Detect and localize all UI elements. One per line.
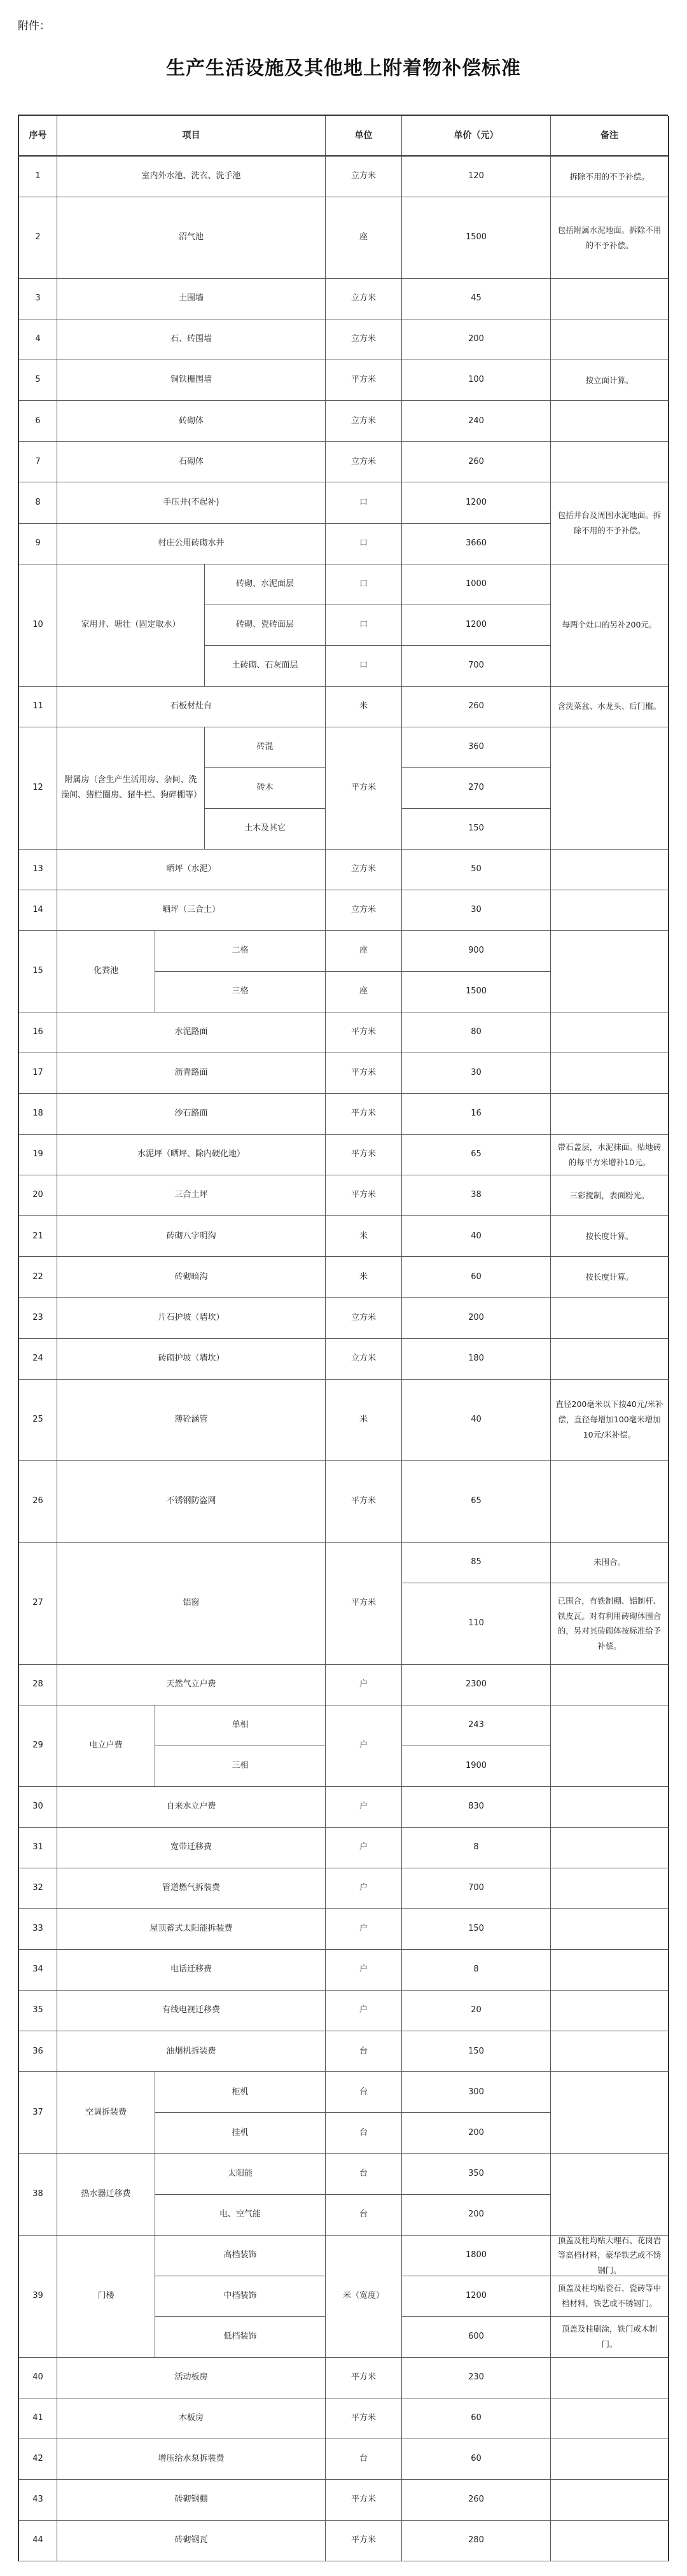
row-unit: 台 bbox=[326, 2072, 402, 2113]
row-no: 31 bbox=[19, 1828, 57, 1868]
row-note bbox=[551, 850, 669, 890]
row-item: 门楼 bbox=[57, 2236, 155, 2358]
row-subitem: 砖砌、水泥面层 bbox=[205, 564, 326, 605]
row-unit: 平方米 bbox=[326, 2480, 402, 2521]
row-price: 200 bbox=[402, 1298, 551, 1338]
row-no: 40 bbox=[19, 2358, 57, 2398]
row-unit: 口 bbox=[326, 646, 402, 687]
row-price: 85 bbox=[402, 1543, 551, 1583]
row-note bbox=[551, 1950, 669, 1991]
row-subitem: 三相 bbox=[155, 1746, 326, 1787]
row-price: 260 bbox=[402, 2480, 551, 2521]
row-subitem: 砖混 bbox=[205, 727, 326, 768]
row-no: 22 bbox=[19, 1257, 57, 1298]
row-note: 顶盖及柱刷涂，铁门或木制门。 bbox=[551, 2317, 669, 2358]
row-price: 830 bbox=[402, 1787, 551, 1828]
row-no: 43 bbox=[19, 2480, 57, 2521]
row-note bbox=[551, 1868, 669, 1909]
row-price: 200 bbox=[402, 2195, 551, 2236]
row-price: 30 bbox=[402, 890, 551, 931]
row-note: 按立面计算。 bbox=[551, 360, 669, 401]
row-unit: 座 bbox=[326, 931, 402, 972]
row-item: 片石护坡（墙坎） bbox=[57, 1298, 326, 1338]
row-note bbox=[551, 1787, 669, 1828]
row-note bbox=[551, 2439, 669, 2480]
row-note bbox=[551, 1461, 669, 1543]
row-subitem: 电、空气能 bbox=[155, 2195, 326, 2236]
row-price: 60 bbox=[402, 2439, 551, 2480]
row-price: 240 bbox=[402, 401, 551, 442]
row-no: 7 bbox=[19, 442, 57, 482]
row-item: 铜铁栅围墙 bbox=[57, 360, 326, 401]
row-no: 5 bbox=[19, 360, 57, 401]
row-unit: 户 bbox=[326, 1665, 402, 1705]
row-subitem: 土砖砌、石灰面层 bbox=[205, 646, 326, 687]
row-no: 1 bbox=[19, 157, 57, 197]
row-unit: 台 bbox=[326, 2031, 402, 2072]
row-no: 19 bbox=[19, 1135, 57, 1175]
row-unit: 米 bbox=[326, 1216, 402, 1257]
header-item: 项目 bbox=[57, 116, 326, 157]
row-price: 1200 bbox=[402, 605, 551, 646]
row-unit: 平方米 bbox=[326, 1094, 402, 1135]
row-item: 砖砌护坡（墙坎） bbox=[57, 1339, 326, 1380]
row-note bbox=[551, 2072, 669, 2153]
row-price: 3660 bbox=[402, 524, 551, 564]
row-note bbox=[551, 1094, 669, 1135]
row-price: 230 bbox=[402, 2358, 551, 2398]
row-item: 水泥路面 bbox=[57, 1012, 326, 1053]
row-no: 10 bbox=[19, 564, 57, 687]
row-subitem: 中档装饰 bbox=[155, 2276, 326, 2317]
row-item: 三合土坪 bbox=[57, 1175, 326, 1216]
row-no: 4 bbox=[19, 319, 57, 360]
row-item: 天然气立户费 bbox=[57, 1665, 326, 1705]
row-note: 拆除不用的不予补偿。 bbox=[551, 157, 669, 197]
row-no: 14 bbox=[19, 890, 57, 931]
row-unit: 平方米 bbox=[326, 360, 402, 401]
row-item: 晒坪（水泥） bbox=[57, 850, 326, 890]
row-no: 36 bbox=[19, 2031, 57, 2072]
row-no: 44 bbox=[19, 2521, 57, 2561]
header-note: 备注 bbox=[551, 116, 669, 157]
row-unit: 口 bbox=[326, 524, 402, 564]
row-item: 电话迁移费 bbox=[57, 1950, 326, 1991]
row-subitem: 砖砌、瓷砖面层 bbox=[205, 605, 326, 646]
row-subitem: 挂机 bbox=[155, 2113, 326, 2153]
row-no: 26 bbox=[19, 1461, 57, 1543]
row-item: 热水器迁移费 bbox=[57, 2154, 155, 2236]
row-note bbox=[551, 1909, 669, 1950]
row-unit: 座 bbox=[326, 197, 402, 279]
row-unit: 口 bbox=[326, 605, 402, 646]
row-note: 包括附属水泥地面。拆除不用的不予补偿。 bbox=[551, 197, 669, 279]
row-subitem: 三格 bbox=[155, 972, 326, 1012]
row-price: 100 bbox=[402, 360, 551, 401]
row-price: 280 bbox=[402, 2521, 551, 2561]
row-note: 含洗菜盆、水龙头、后门槛。 bbox=[551, 687, 669, 727]
row-no: 11 bbox=[19, 687, 57, 727]
row-no: 41 bbox=[19, 2398, 57, 2439]
row-unit: 平方米 bbox=[326, 1053, 402, 1094]
header-no: 序号 bbox=[19, 116, 57, 157]
row-no: 18 bbox=[19, 1094, 57, 1135]
row-item: 砖砌八字明沟 bbox=[57, 1216, 326, 1257]
row-price: 8 bbox=[402, 1950, 551, 1991]
row-unit: 平方米 bbox=[326, 1461, 402, 1543]
row-no: 42 bbox=[19, 2439, 57, 2480]
row-note bbox=[551, 319, 669, 360]
row-unit: 平方米 bbox=[326, 1543, 402, 1665]
row-subitem: 柜机 bbox=[155, 2072, 326, 2113]
row-no: 33 bbox=[19, 1909, 57, 1950]
row-note bbox=[551, 1991, 669, 2031]
row-no: 24 bbox=[19, 1339, 57, 1380]
row-price: 1000 bbox=[402, 564, 551, 605]
row-price: 110 bbox=[402, 1583, 551, 1665]
row-note bbox=[551, 890, 669, 931]
row-item: 村庄公用砖砌水井 bbox=[57, 524, 326, 564]
row-note bbox=[551, 1705, 669, 1787]
row-unit: 立方米 bbox=[326, 442, 402, 482]
row-unit: 立方米 bbox=[326, 1339, 402, 1380]
row-price: 45 bbox=[402, 279, 551, 319]
row-unit: 台 bbox=[326, 2113, 402, 2153]
row-unit: 户 bbox=[326, 1828, 402, 1868]
row-item: 家用井、塘壮（固定取水） bbox=[57, 564, 205, 687]
row-unit: 米 bbox=[326, 687, 402, 727]
row-note: 三彩搅制，表面粉光。 bbox=[551, 1175, 669, 1216]
row-item: 不锈钢防盗网 bbox=[57, 1461, 326, 1543]
row-price: 60 bbox=[402, 2398, 551, 2439]
row-price: 8 bbox=[402, 1828, 551, 1868]
row-item: 砖砌暗沟 bbox=[57, 1257, 326, 1298]
row-no: 27 bbox=[19, 1543, 57, 1665]
row-price: 600 bbox=[402, 2317, 551, 2358]
row-price: 300 bbox=[402, 2072, 551, 2113]
row-unit: 平方米 bbox=[326, 1175, 402, 1216]
row-price: 270 bbox=[402, 768, 551, 809]
row-unit: 平方米 bbox=[326, 2398, 402, 2439]
row-price: 150 bbox=[402, 809, 551, 850]
row-unit: 户 bbox=[326, 1991, 402, 2031]
row-unit: 台 bbox=[326, 2195, 402, 2236]
row-item: 薄砼涵管 bbox=[57, 1380, 326, 1461]
row-subitem: 太阳能 bbox=[155, 2154, 326, 2195]
row-note: 直径200毫米以下按40元/米补偿，直径每增加100毫米增加10元/米补偿。 bbox=[551, 1380, 669, 1461]
row-price: 16 bbox=[402, 1094, 551, 1135]
row-price: 50 bbox=[402, 850, 551, 890]
row-item: 沼气池 bbox=[57, 197, 326, 279]
row-no: 21 bbox=[19, 1216, 57, 1257]
row-price: 20 bbox=[402, 1991, 551, 2031]
row-no: 16 bbox=[19, 1012, 57, 1053]
row-no: 6 bbox=[19, 401, 57, 442]
row-subitem: 高档装饰 bbox=[155, 2236, 326, 2276]
row-price: 700 bbox=[402, 646, 551, 687]
row-note bbox=[551, 2154, 669, 2236]
row-item: 铝窗 bbox=[57, 1543, 326, 1665]
row-unit: 户 bbox=[326, 1950, 402, 1991]
row-note: 已围合，有铁制棚、铝制杆、铁皮瓦。对有利用砖砌体围合的，另对其砖砌体按标准给予补偿。 bbox=[551, 1583, 669, 1665]
row-unit: 台 bbox=[326, 2154, 402, 2195]
row-item: 土围墙 bbox=[57, 279, 326, 319]
row-unit: 立方米 bbox=[326, 157, 402, 197]
row-price: 65 bbox=[402, 1135, 551, 1175]
row-price: 150 bbox=[402, 1909, 551, 1950]
row-note bbox=[551, 1053, 669, 1094]
row-item: 沙石路面 bbox=[57, 1094, 326, 1135]
row-no: 29 bbox=[19, 1705, 57, 1787]
row-item: 管道燃气拆装费 bbox=[57, 1868, 326, 1909]
row-note bbox=[551, 442, 669, 482]
row-note: 每两个灶口的另补200元。 bbox=[551, 564, 669, 687]
row-no: 30 bbox=[19, 1787, 57, 1828]
row-item: 沥青路面 bbox=[57, 1053, 326, 1094]
row-note: 顶盖及柱均贴瓷石、瓷砖等中档材料，铁艺或不锈钢门。 bbox=[551, 2276, 669, 2317]
row-note: 按长度计算。 bbox=[551, 1216, 669, 1257]
row-no: 37 bbox=[19, 2072, 57, 2153]
row-no: 23 bbox=[19, 1298, 57, 1338]
row-subitem: 土木及其它 bbox=[205, 809, 326, 850]
row-price: 1200 bbox=[402, 482, 551, 523]
row-no: 13 bbox=[19, 850, 57, 890]
row-unit: 立方米 bbox=[326, 401, 402, 442]
row-price: 120 bbox=[402, 157, 551, 197]
row-item: 空调拆装费 bbox=[57, 2072, 155, 2153]
row-no: 3 bbox=[19, 279, 57, 319]
row-price: 360 bbox=[402, 727, 551, 768]
row-unit: 平方米 bbox=[326, 1135, 402, 1175]
row-item: 手压井(不起补) bbox=[57, 482, 326, 523]
row-no: 35 bbox=[19, 1991, 57, 2031]
row-unit: 口 bbox=[326, 564, 402, 605]
row-unit: 台 bbox=[326, 2439, 402, 2480]
compensation-table bbox=[18, 115, 668, 2561]
row-unit: 立方米 bbox=[326, 1298, 402, 1338]
row-no: 9 bbox=[19, 524, 57, 564]
row-unit: 座 bbox=[326, 972, 402, 1012]
row-no: 17 bbox=[19, 1053, 57, 1094]
row-unit: 平方米 bbox=[326, 1012, 402, 1053]
row-price: 40 bbox=[402, 1216, 551, 1257]
row-unit: 平方米 bbox=[326, 2521, 402, 2561]
row-price: 30 bbox=[402, 1053, 551, 1094]
row-note bbox=[551, 1665, 669, 1705]
row-no: 34 bbox=[19, 1950, 57, 1991]
row-price: 40 bbox=[402, 1380, 551, 1461]
row-no: 25 bbox=[19, 1380, 57, 1461]
row-item: 水泥坪（晒坪、除内硬化地） bbox=[57, 1135, 326, 1175]
row-item: 化粪池 bbox=[57, 931, 155, 1012]
row-unit: 立方米 bbox=[326, 890, 402, 931]
row-item: 砖砌钢瓦 bbox=[57, 2521, 326, 2561]
row-item: 木板房 bbox=[57, 2398, 326, 2439]
row-price: 260 bbox=[402, 442, 551, 482]
row-price: 1500 bbox=[402, 197, 551, 279]
row-item: 活动板房 bbox=[57, 2358, 326, 2398]
row-unit: 立方米 bbox=[326, 319, 402, 360]
row-no: 38 bbox=[19, 2154, 57, 2236]
row-unit: 口 bbox=[326, 482, 402, 523]
row-no: 15 bbox=[19, 931, 57, 1012]
row-price: 200 bbox=[402, 319, 551, 360]
row-price: 65 bbox=[402, 1461, 551, 1543]
row-note bbox=[551, 2521, 669, 2561]
row-item: 室内外水池、洗衣、洗手池 bbox=[57, 157, 326, 197]
row-no: 8 bbox=[19, 482, 57, 523]
row-item: 电立户费 bbox=[57, 1705, 155, 1787]
row-unit: 平方米 bbox=[326, 727, 402, 850]
row-no: 20 bbox=[19, 1175, 57, 1216]
row-note: 包括井台及周围水泥地面。拆除不用的不予补偿。 bbox=[551, 482, 669, 564]
row-item: 石、砖围墙 bbox=[57, 319, 326, 360]
row-note: 顶盖及柱均贴大理石、花岗岩等高档材料，豪华铁艺或不锈钢门。 bbox=[551, 2236, 669, 2276]
row-note bbox=[551, 931, 669, 1012]
row-price: 350 bbox=[402, 2154, 551, 2195]
header-unit: 单位 bbox=[326, 116, 402, 157]
header-price: 单价（元） bbox=[402, 116, 551, 157]
row-price: 60 bbox=[402, 1257, 551, 1298]
row-no: 2 bbox=[19, 197, 57, 279]
row-note: 未围合。 bbox=[551, 1543, 669, 1583]
row-item: 宽带迁移费 bbox=[57, 1828, 326, 1868]
row-item: 砖砌钢棚 bbox=[57, 2480, 326, 2521]
row-item: 砖砌体 bbox=[57, 401, 326, 442]
row-unit: 平方米 bbox=[326, 2358, 402, 2398]
row-item: 附属房（含生产生活用房、杂间、洗澡间、猪栏圈房、猪牛栏、狗碎棚等） bbox=[57, 727, 205, 850]
row-unit: 米 bbox=[326, 1257, 402, 1298]
row-unit: 户 bbox=[326, 1705, 402, 1787]
row-subitem: 二格 bbox=[155, 931, 326, 972]
row-note bbox=[551, 2480, 669, 2521]
row-no: 28 bbox=[19, 1665, 57, 1705]
attachment-label: 附件： bbox=[18, 20, 50, 32]
row-price: 260 bbox=[402, 687, 551, 727]
row-item: 有线电视迁移费 bbox=[57, 1991, 326, 2031]
row-price: 700 bbox=[402, 1868, 551, 1909]
row-item: 晒坪（三合土） bbox=[57, 890, 326, 931]
row-note bbox=[551, 279, 669, 319]
row-note bbox=[551, 2031, 669, 2072]
row-unit: 户 bbox=[326, 1868, 402, 1909]
row-price: 900 bbox=[402, 931, 551, 972]
row-item: 油烟机拆装费 bbox=[57, 2031, 326, 2072]
row-item: 石砌体 bbox=[57, 442, 326, 482]
row-unit: 米 bbox=[326, 1380, 402, 1461]
row-price: 180 bbox=[402, 1339, 551, 1380]
row-unit: 立方米 bbox=[326, 279, 402, 319]
row-note bbox=[551, 727, 669, 850]
row-no: 39 bbox=[19, 2236, 57, 2358]
row-note: 带石盖层，水泥抹面。贴地砖的每平方米增补10元。 bbox=[551, 1135, 669, 1175]
row-item: 石板材灶台 bbox=[57, 687, 326, 727]
row-unit: 立方米 bbox=[326, 850, 402, 890]
row-note bbox=[551, 1339, 669, 1380]
row-price: 1900 bbox=[402, 1746, 551, 1787]
row-subitem: 低档装饰 bbox=[155, 2317, 326, 2358]
row-subitem: 砖木 bbox=[205, 768, 326, 809]
row-unit: 米（宽度） bbox=[326, 2236, 402, 2358]
row-price: 1500 bbox=[402, 972, 551, 1012]
row-no: 32 bbox=[19, 1868, 57, 1909]
row-price: 1200 bbox=[402, 2276, 551, 2317]
row-price: 2300 bbox=[402, 1665, 551, 1705]
row-item: 屋顶蓄式太阳能拆装费 bbox=[57, 1909, 326, 1950]
row-note: 按长度计算。 bbox=[551, 1257, 669, 1298]
row-item: 自来水立户费 bbox=[57, 1787, 326, 1828]
row-no: 12 bbox=[19, 727, 57, 850]
row-note bbox=[551, 1298, 669, 1338]
document-title: 生产生活设施及其他地上附着物补偿标准 bbox=[166, 57, 521, 80]
row-subitem: 单相 bbox=[155, 1705, 326, 1746]
row-price: 243 bbox=[402, 1705, 551, 1746]
row-price: 80 bbox=[402, 1012, 551, 1053]
row-price: 38 bbox=[402, 1175, 551, 1216]
row-price: 200 bbox=[402, 2113, 551, 2153]
row-unit: 户 bbox=[326, 1787, 402, 1828]
row-unit: 户 bbox=[326, 1909, 402, 1950]
row-item: 增压给水泵拆装费 bbox=[57, 2439, 326, 2480]
row-note bbox=[551, 401, 669, 442]
row-price: 1800 bbox=[402, 2236, 551, 2276]
row-note bbox=[551, 2358, 669, 2398]
row-note bbox=[551, 2398, 669, 2439]
row-note bbox=[551, 1828, 669, 1868]
row-price: 150 bbox=[402, 2031, 551, 2072]
row-note bbox=[551, 1012, 669, 1053]
